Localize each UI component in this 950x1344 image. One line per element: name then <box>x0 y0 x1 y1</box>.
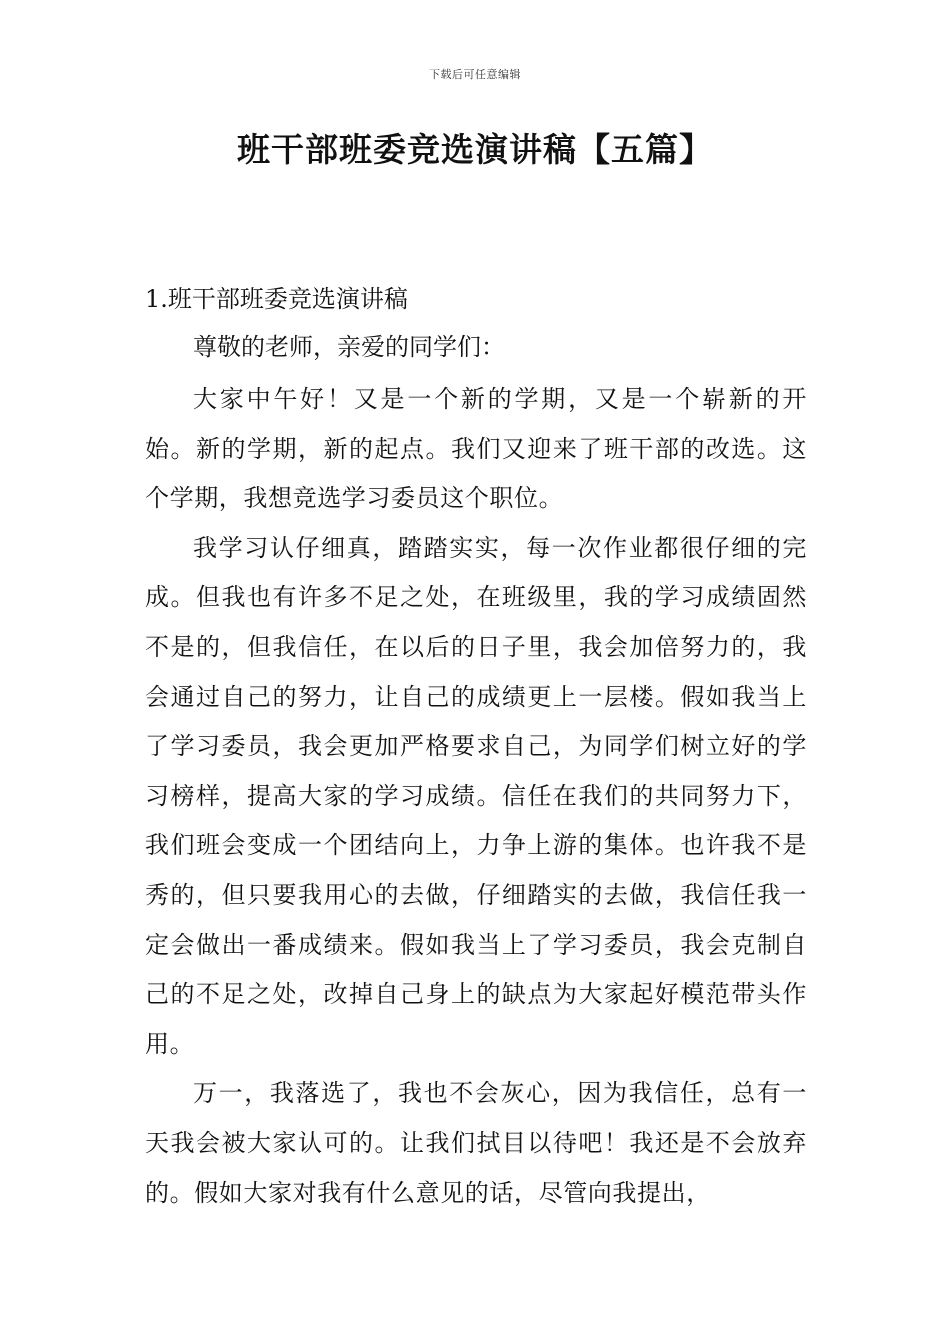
section-heading: 1.班干部班委竞选演讲稿 <box>145 285 408 313</box>
document-title: 班干部班委竞选演讲稿【五篇】 <box>237 130 713 169</box>
paragraph-2: 我学习认仔细真，踏踏实实，每一次作业都很仔细的完成。但我也有许多不足之处，在班级里，我的学习成绩固然不是的，但我信任，在以后的日子里，我会加倍努力的，我会通过自己的努力，让自己的成绩更上一层楼。假如我当上了学习委员，我会更加严格要求自己，为同学们树立好的学习榜样，提高大家的学习成绩。信任在我们的共同努力下，我们班会变成一个团结向上，力争上游的集体。也许我不是秀的，但只要我用心的去做，仔细踏实的去做，我信任我一定会做出一番成绩来。假如我当上了学习委员，我会克制自己的不足之处，改掉自己身上的缺点为大家起好模范带头作用。 <box>145 533 807 1058</box>
paragraph-3: 万一，我落选了，我也不会灰心，因为我信任，总有一天我会被大家认可的。让我们拭目以待吧！我还是不会放弃的。假如大家对我有什么意见的话，尽管向我提出， <box>145 1079 807 1207</box>
salutation: 尊敬的老师，亲爱的同学们： <box>193 333 505 361</box>
paragraph-1: 大家中午好！又是一个新的学期，又是一个崭新的开始。新的学期，新的起点。我们又迎来了班干部的改选。这个学期，我想竞选学习委员这个职位。 <box>145 385 807 513</box>
header-note: 下载后可任意编辑 <box>429 68 521 81</box>
document-body <box>145 279 807 1218</box>
